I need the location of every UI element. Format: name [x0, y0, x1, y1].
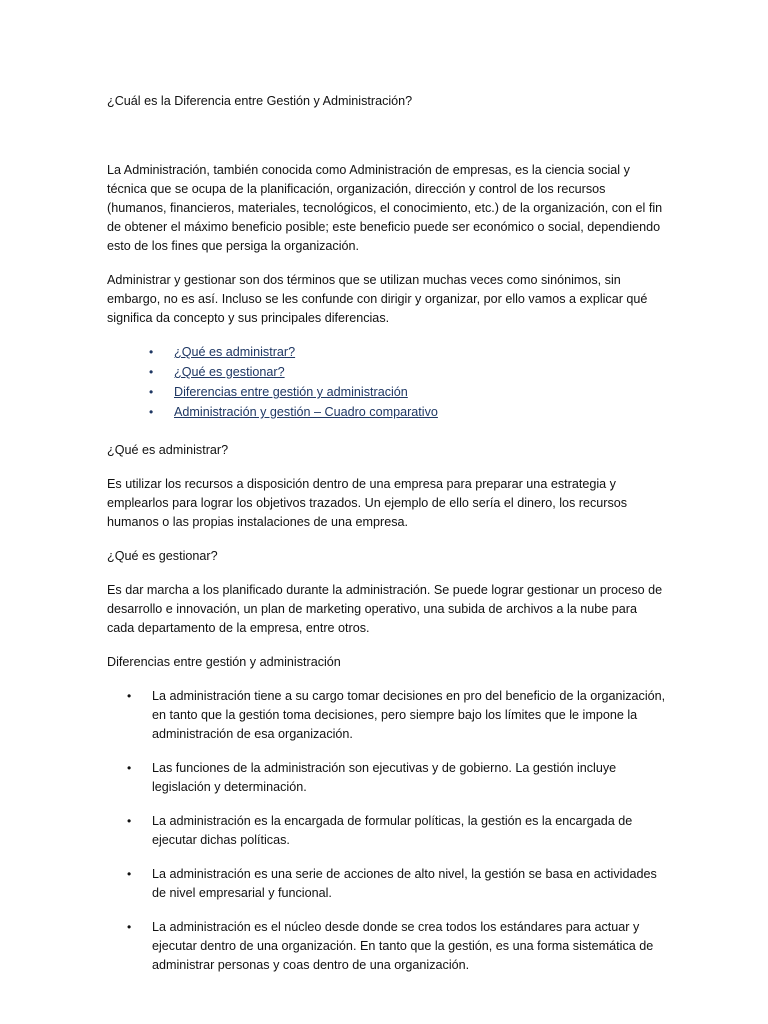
- body-que-es-gestionar: Es dar marcha a los planificado durante la administración. Se puede lograr gestionar un proceso de desarrollo e innovación, un plan de marketing operativo, una subida de archivos a la nube para cada departamento de la empresa, entre otros.: [107, 583, 663, 635]
- heading-que-es-gestionar: ¿Qué es gestionar?: [107, 549, 218, 563]
- intro-paragraph-2: Administrar y gestionar son dos términos que se utilizan muchas veces como sinónimos, sin embargo, no es así. Incluso se les confunde con dirigir y organizar, por ello vamos a explicar qué significa da concepto y sus principales diferencias.: [107, 273, 648, 325]
- bullet-icon: •: [149, 405, 154, 419]
- toc-link-que-es-administrar[interactable]: ¿Qué es administrar?: [174, 345, 296, 359]
- diferencia-text: La administración es el núcleo desde donde se crea todos los estándares para actuar y ejecutar dentro de una organización. En tanto que la gestión, es una forma sistemática de administrar personas y coas dentro de una organización.: [152, 920, 654, 972]
- bullet-icon: •: [149, 385, 154, 399]
- bullet-icon: •: [127, 920, 132, 934]
- heading-que-es-administrar: ¿Qué es administrar?: [107, 443, 229, 457]
- diferencia-text: La administración es la encargada de formular políticas, la gestión es la encargada de ejecutar dichas políticas.: [152, 814, 633, 847]
- diferencia-item: [107, 687, 667, 744]
- document-title: ¿Cuál es la Diferencia entre Gestión y Administración?: [107, 94, 413, 108]
- diferencia-item: [107, 865, 667, 903]
- toc-item: [107, 403, 667, 423]
- bullet-icon: •: [127, 689, 132, 703]
- diferencia-item: [107, 812, 667, 850]
- diferencias-list: [107, 687, 667, 975]
- toc-list: [107, 343, 667, 423]
- bullet-icon: •: [127, 814, 132, 828]
- diferencia-text: La administración tiene a su cargo tomar decisiones en pro del beneficio de la organización, en tanto que la gestión toma decisiones, pero siempre bajo los límites que le impone la administración de esa organización.: [152, 689, 666, 741]
- toc-link-cuadro-comparativo[interactable]: Administración y gestión – Cuadro comparativo: [174, 405, 438, 419]
- toc-item: [107, 383, 667, 403]
- bullet-icon: •: [127, 761, 132, 775]
- bullet-icon: •: [149, 345, 154, 359]
- diferencia-item: [107, 918, 667, 975]
- body-que-es-administrar: Es utilizar los recursos a disposición dentro de una empresa para preparar una estrategia y emplearlos para lograr los objetivos trazados. Un ejemplo de ello sería el dinero, los recursos humanos o las propias instalaciones de una empresa.: [107, 477, 628, 529]
- toc-item: [107, 343, 667, 363]
- toc-link-que-es-gestionar[interactable]: ¿Qué es gestionar?: [174, 365, 285, 379]
- intro-paragraph-1: La Administración, también conocida como Administración de empresas, es la ciencia social y técnica que se ocupa de la planificación, organización, dirección y control de los recursos (humanos, financieros, materiales, tecnológicos, el conocimiento, etc.) de la organización, con el fin de obtener el máximo beneficio posible; este beneficio puede ser económico o social, dependiendo esto de los fines que persiga la organización.: [107, 163, 663, 253]
- document-content: [107, 92, 667, 990]
- heading-diferencias: Diferencias entre gestión y administración: [107, 655, 341, 669]
- bullet-icon: •: [127, 867, 132, 881]
- toc-item: [107, 363, 667, 383]
- diferencia-item: [107, 759, 667, 797]
- bullet-icon: •: [149, 365, 154, 379]
- diferencia-text: La administración es una serie de acciones de alto nivel, la gestión se basa en actividades de nivel empresarial y funcional.: [152, 867, 657, 900]
- diferencia-text: Las funciones de la administración son ejecutivas y de gobierno. La gestión incluye legislación y determinación.: [152, 761, 617, 794]
- toc-link-diferencias[interactable]: Diferencias entre gestión y administración: [174, 385, 408, 399]
